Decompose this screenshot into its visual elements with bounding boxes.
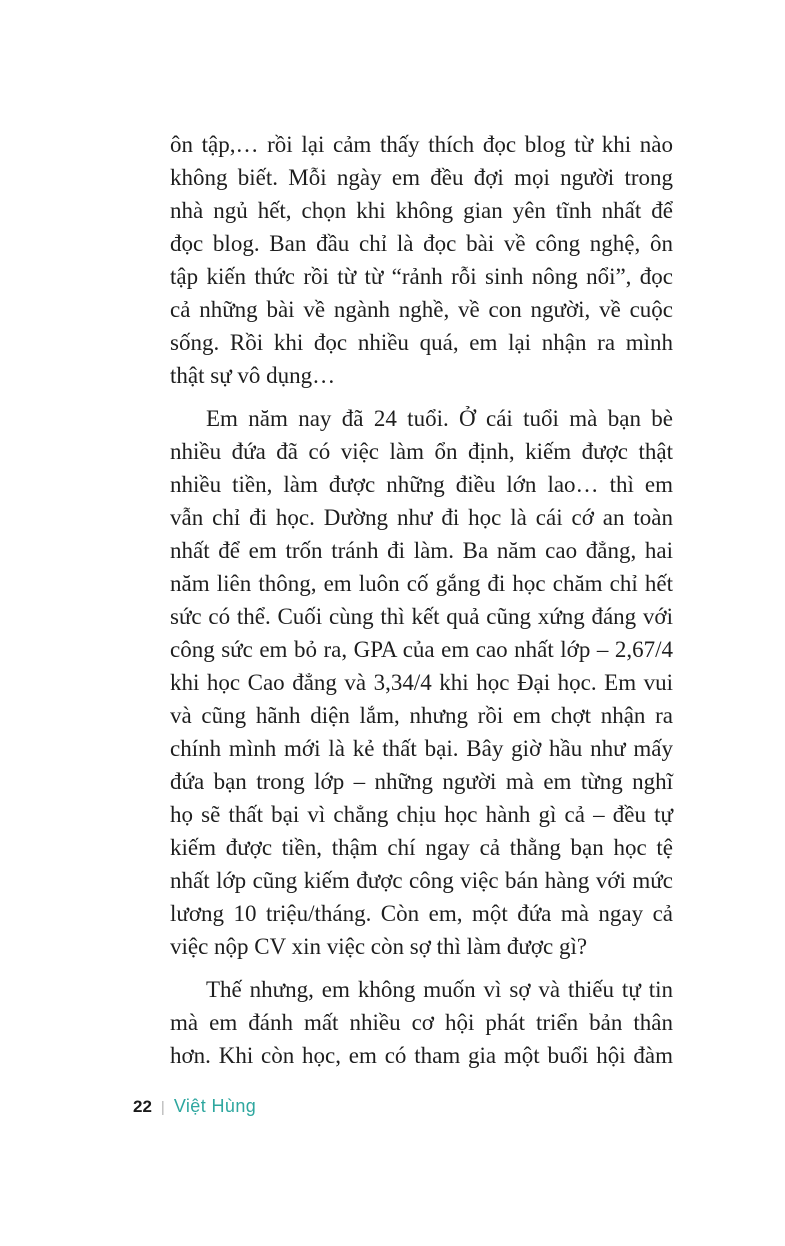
text-line: sống. Rồi khi đọc nhiều quá, em lại nhận ra mình <box>170 330 673 355</box>
text-line: nhiều tiền, làm được những điều lớn lao… thì em <box>170 472 673 497</box>
text-line: năm liên thông, em luôn cố gắng đi học chăm chỉ hết <box>170 571 673 596</box>
text-line: tập kiến thức rồi từ từ “rảnh rỗi sinh nông nổi”, đọc <box>170 264 673 289</box>
footer-separator: | <box>160 1099 165 1116</box>
text-line: nhất lớp cũng kiếm được công việc bán hàng với mức <box>170 868 673 893</box>
text-line: công sức em bỏ ra, GPA của em cao nhất lớp – 2,67/4 <box>170 637 673 662</box>
text-line: đứa bạn trong lớp – những người mà em từng nghĩ <box>170 769 673 794</box>
page-footer <box>133 1096 256 1117</box>
text-line: họ sẽ thất bại vì chẳng chịu học hành gì cả – đều tự <box>170 802 673 827</box>
page-number: 22 <box>133 1097 152 1116</box>
paragraph <box>170 973 673 1072</box>
text-line: khi học Cao đẳng và 3,34/4 khi học Đại học. Em vui <box>170 670 673 695</box>
text-line: đọc blog. Ban đầu chỉ là đọc bài về công nghệ, ôn <box>170 231 673 256</box>
text-line: việc nộp CV xin việc còn sợ thì làm được gì? <box>170 934 588 959</box>
text-line: kiếm được tiền, thậm chí ngay cả thằng bạn học tệ <box>170 835 673 860</box>
text-line: nhiều đứa đã có việc làm ổn định, kiếm được thật <box>170 439 673 464</box>
text-line: nhà ngủ hết, chọn khi không gian yên tĩnh nhất để <box>170 198 673 223</box>
text-line: nhất để em trốn tránh đi làm. Ba năm cao đẳng, hai <box>170 538 673 563</box>
text-line: lương 10 triệu/tháng. Còn em, một đứa mà ngay cả <box>170 901 673 926</box>
text-line: Thế nhưng, em không muốn vì sợ và thiếu tự tin <box>206 977 673 1002</box>
text-line: cả những bài về ngành nghề, về con người, về cuộc <box>170 297 673 322</box>
page-text <box>170 128 673 1072</box>
text-line: không biết. Mỗi ngày em đều đợi mọi người trong <box>170 165 673 190</box>
text-line: Em năm nay đã 24 tuổi. Ở cái tuổi mà bạn bè <box>206 406 673 431</box>
paragraph <box>170 402 673 963</box>
text-line: hơn. Khi còn học, em có tham gia một buổi hội đàm <box>170 1043 673 1068</box>
text-line: ôn tập,… rồi lại cảm thấy thích đọc blog từ khi nào <box>170 132 673 157</box>
paragraph <box>170 128 673 392</box>
text-line: vẫn chỉ đi học. Dường như đi học là cái cớ an toàn <box>170 505 673 530</box>
text-line: sức có thể. Cuối cùng thì kết quả cũng xứng đáng với <box>170 604 673 629</box>
text-line: và cũng hãnh diện lắm, nhưng rồi em chợt nhận ra <box>170 703 673 728</box>
text-line: thật sự vô dụng… <box>170 363 336 388</box>
text-line: chính mình mới là kẻ thất bại. Bây giờ hầu như mấy <box>170 736 673 761</box>
footer-author: Việt Hùng <box>173 1096 257 1116</box>
text-line: mà em đánh mất nhiều cơ hội phát triển bản thân <box>170 1010 673 1035</box>
